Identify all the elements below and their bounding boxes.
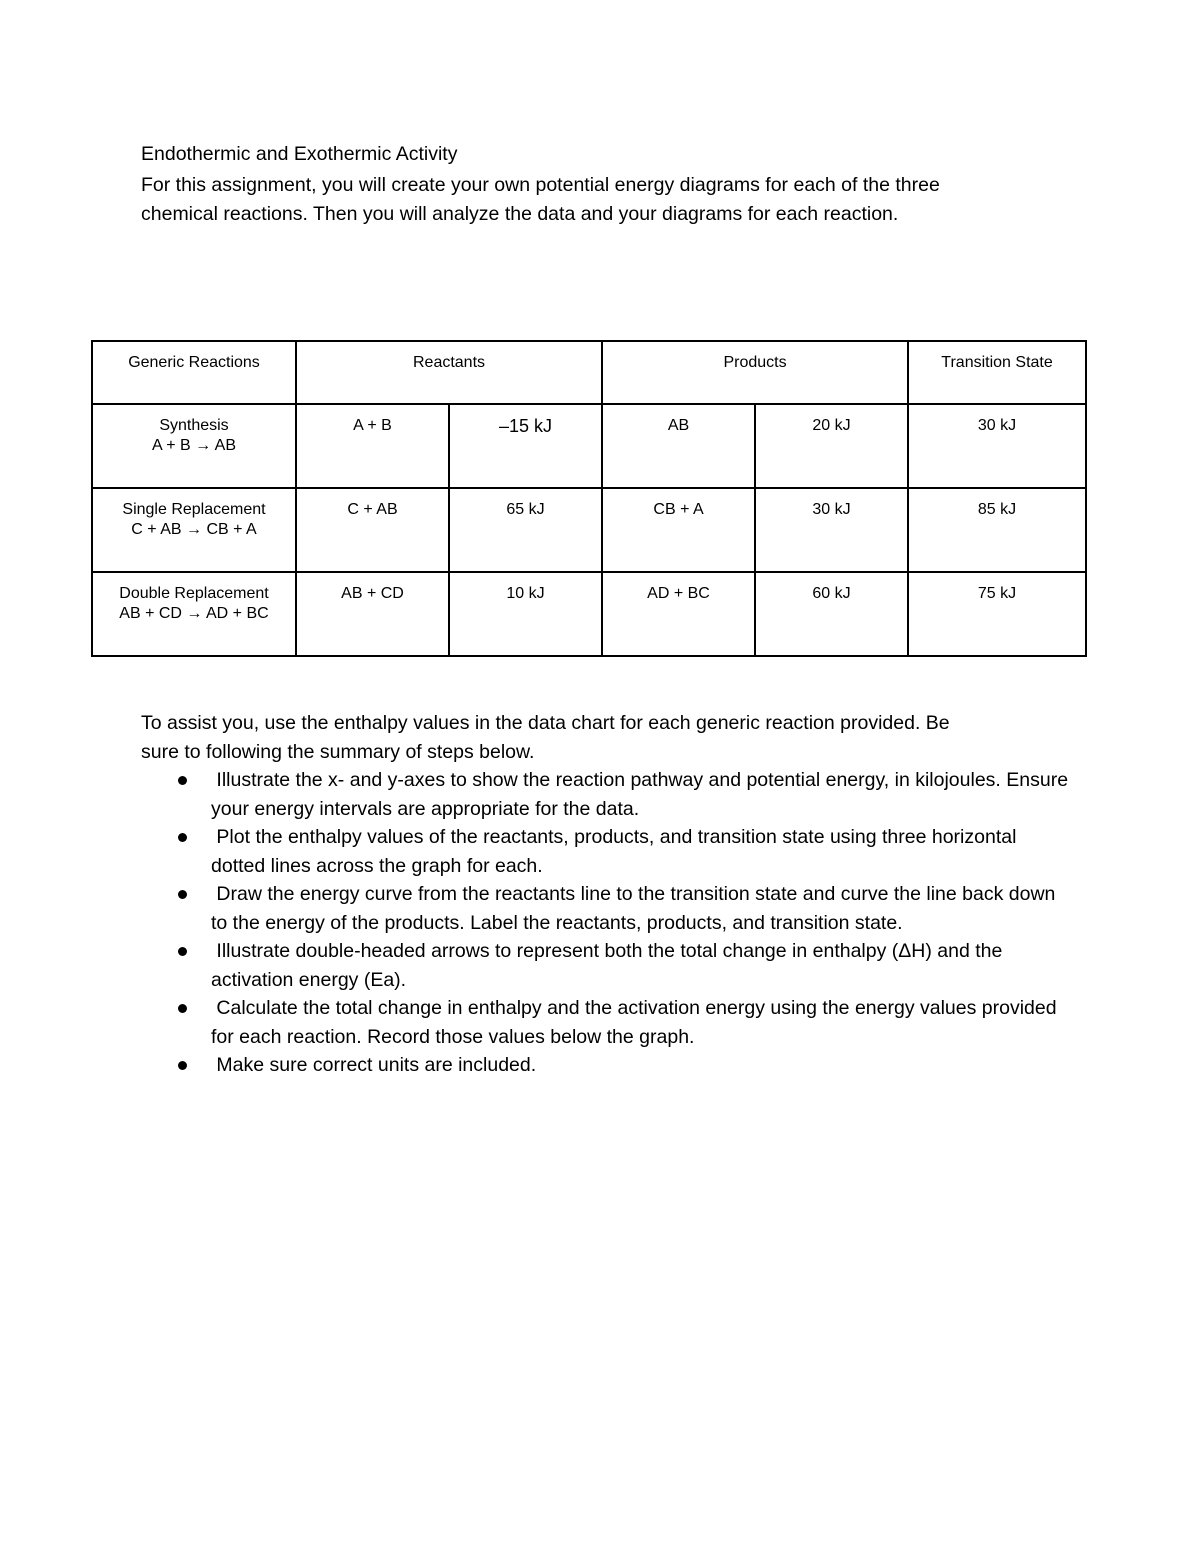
step-text: Plot the enthalpy values of the reactants, products, and transition state using three horizontal dotted lines across the graph for each.	[211, 826, 1022, 877]
header-reactants: Reactants	[296, 341, 602, 404]
table-row	[92, 404, 1086, 488]
table-header-row	[92, 341, 1086, 404]
intro-paragraph	[141, 171, 1101, 229]
reaction-name: Single Replacement	[122, 501, 266, 518]
list-item	[173, 1051, 1073, 1080]
list-item	[173, 937, 1073, 994]
bullet-icon	[178, 947, 187, 956]
bullet-icon	[178, 890, 187, 899]
table-row	[92, 572, 1086, 656]
steps-list	[173, 766, 1073, 1080]
reaction-name: Synthesis	[159, 417, 229, 434]
list-item	[173, 823, 1073, 880]
transition-state-cell: 30 kJ	[908, 404, 1086, 488]
reactants-energy-cell: 10 kJ	[449, 572, 602, 656]
reactants-energy-cell: 65 kJ	[449, 488, 602, 572]
assist-line-1: To assist you, use the enthalpy values in the data chart for each generic reaction provided. Be	[141, 712, 950, 734]
step-text: Illustrate double-headed arrows to represent both the total change in enthalpy (ΔH) and the activation energy (Ea).	[211, 940, 1008, 991]
reactants-cell: C + AB	[296, 488, 449, 572]
reactants-cell: A + B	[296, 404, 449, 488]
header-products: Products	[602, 341, 908, 404]
intro-line-2: chemical reactions. Then you will analyze the data and your diagrams for each reaction.	[141, 203, 899, 225]
products-energy-cell: 30 kJ	[755, 488, 908, 572]
reactants-energy-cell: –15 kJ	[449, 404, 602, 488]
products-cell: AD + BC	[602, 572, 755, 656]
list-item	[173, 880, 1073, 937]
products-cell: CB + A	[602, 488, 755, 572]
intro-line-1: For this assignment, you will create your own potential energy diagrams for each of the three	[141, 174, 940, 196]
step-text: Illustrate the x- and y-axes to show the reaction pathway and potential energy, in kilojoules. Ensure your energy intervals are appropriate for the data.	[211, 769, 1074, 820]
assist-line-2: sure to following the summary of steps below.	[141, 740, 535, 763]
document-title: Endothermic and Exothermic Activity	[141, 143, 458, 165]
bullet-icon	[178, 1004, 187, 1013]
products-energy-cell: 20 kJ	[755, 404, 908, 488]
reaction-equation: AB + CD → AD + BC	[119, 605, 269, 622]
transition-state-cell: 85 kJ	[908, 488, 1086, 572]
step-text: Make sure correct units are included.	[211, 1054, 537, 1076]
reaction-equation: A + B → AB	[151, 437, 237, 454]
reaction-data-table	[91, 340, 1087, 657]
list-item	[173, 994, 1073, 1051]
reactants-cell: AB + CD	[296, 572, 449, 656]
bullet-icon	[178, 776, 187, 785]
products-cell: AB	[602, 404, 755, 488]
step-text: Draw the energy curve from the reactants line to the transition state and curve the line back down to the energy of the products. Label the reactants, products, and transition state.	[211, 883, 1061, 934]
header-transition-state: Transition State	[908, 341, 1086, 404]
reaction-cell	[92, 488, 296, 572]
products-energy-cell: 60 kJ	[755, 572, 908, 656]
table-row	[92, 488, 1086, 572]
assist-paragraph	[141, 709, 1081, 766]
step-text: Calculate the total change in enthalpy and the activation energy using the energy values provided for each reaction. Record those values below the graph.	[211, 997, 1062, 1048]
bullet-icon	[178, 1061, 187, 1070]
reaction-cell	[92, 572, 296, 656]
bullet-icon	[178, 833, 187, 842]
reaction-cell	[92, 404, 296, 488]
reaction-equation: C + AB → CB + A	[131, 521, 257, 538]
reaction-name: Double Replacement	[119, 585, 269, 602]
list-item	[173, 766, 1073, 823]
header-generic-reactions: Generic Reactions	[92, 341, 296, 404]
transition-state-cell: 75 kJ	[908, 572, 1086, 656]
